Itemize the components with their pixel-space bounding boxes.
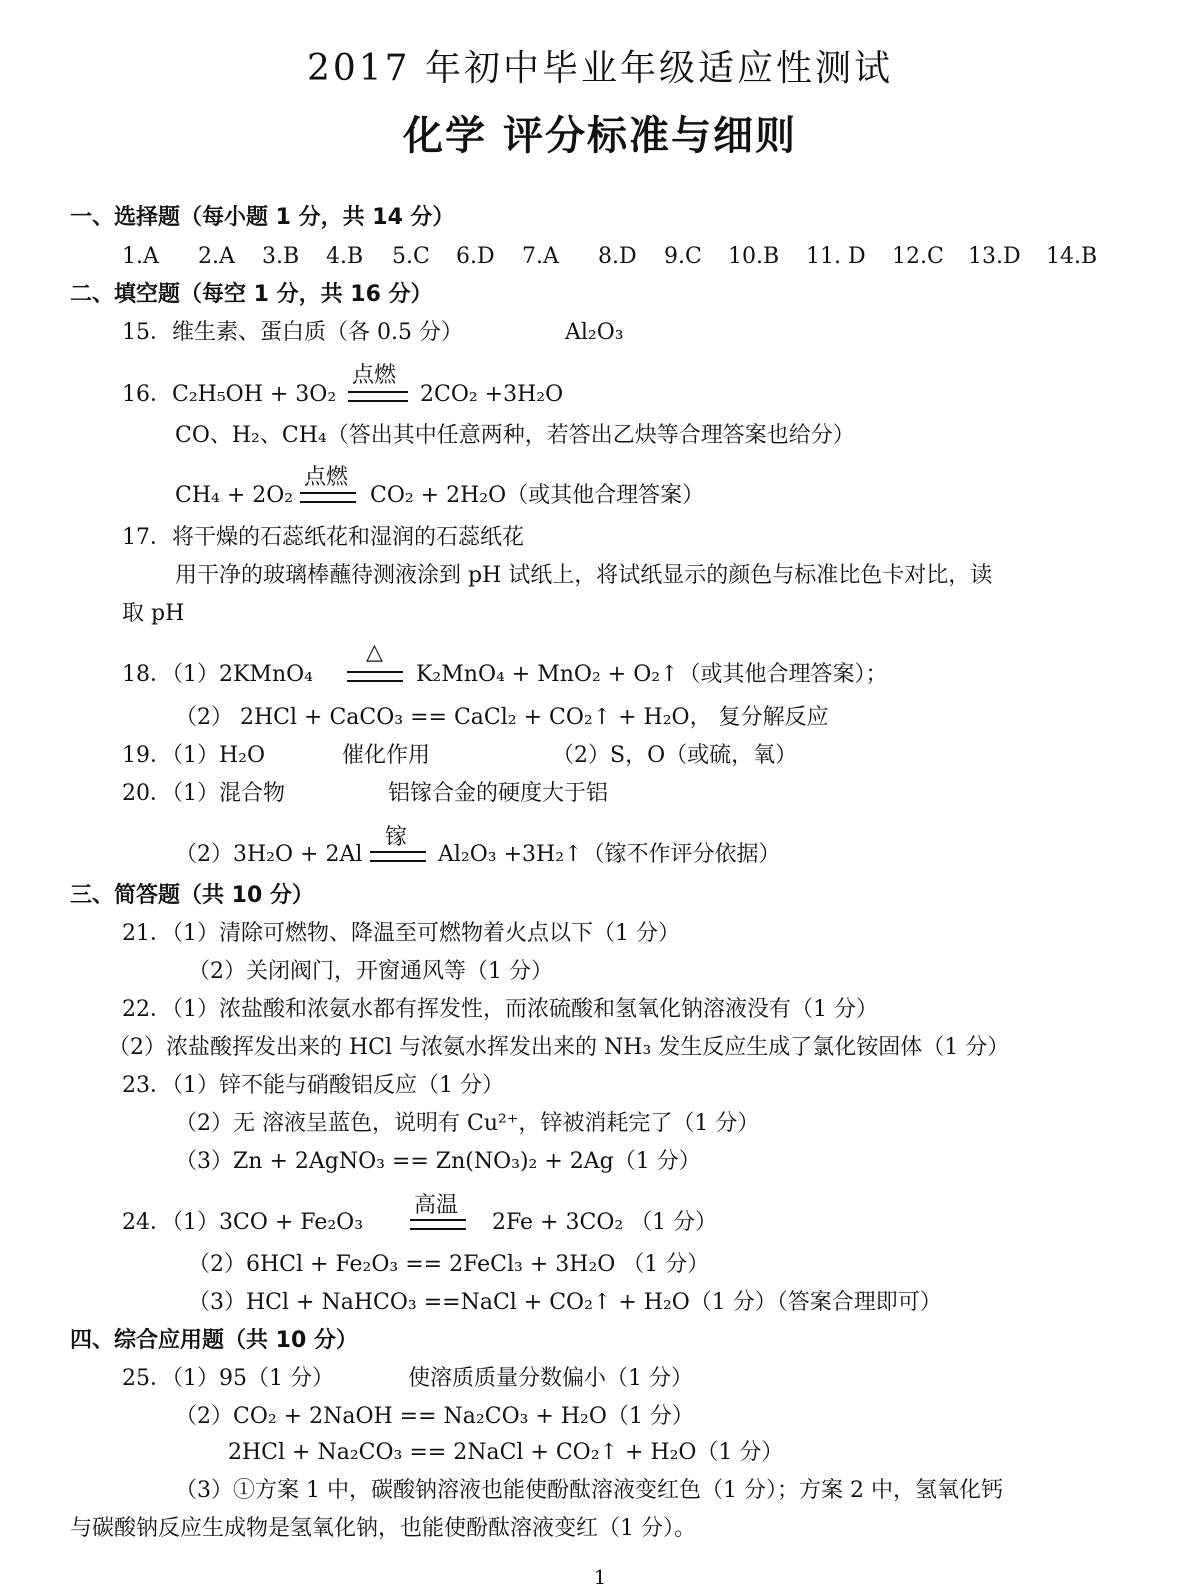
- q24-part2: （2）6HCl + Fe₂O₃ == 2FeCl₃ + 3H₂O （1 分）: [188, 1252, 710, 1277]
- answer-item: 10.B: [728, 244, 780, 269]
- q24-condition: 高温: [414, 1193, 459, 1218]
- q20-equals-arrow: [370, 851, 426, 862]
- q18-equation-left: 18．（1）2KMnO₄: [122, 662, 313, 687]
- section-heading-3: 三、简答题（共 10 分）: [70, 883, 314, 908]
- answer-item: 8.D: [598, 244, 637, 269]
- q21-part2: （2）关闭阀门，开窗通风等（1 分）: [188, 959, 553, 984]
- q23-part2: （2）无 溶液呈蓝色，说明有 Cu²⁺，锌被消耗完了（1 分）: [175, 1111, 760, 1136]
- q25-part2-equation: 2HCl + Na₂CO₃ == 2NaCl + CO₂↑ + H₂O（1 分）: [228, 1440, 784, 1465]
- q20-part1-answer: 铝镓合金的硬度大于铝: [388, 781, 609, 806]
- page-number: 1: [593, 1565, 607, 1589]
- q18-equation-right: K₂MnO₄ + MnO₂ + O₂↑（或其他合理答案）；: [416, 662, 888, 687]
- q23-part1: 23．（1）锌不能与硝酸铝反应（1 分）: [122, 1073, 504, 1098]
- answer-item: 14.B: [1046, 244, 1098, 269]
- answer-item: 11. D: [806, 244, 866, 269]
- q16-condition: 点燃: [352, 363, 397, 388]
- q19-part1: 19．（1）H₂O: [122, 743, 266, 768]
- q25-part1: 25．（1）95（1 分）: [122, 1366, 334, 1391]
- q24-equation-left: 24．（1）3CO + Fe₂O₃: [122, 1210, 364, 1235]
- q15-text: 15．维生素、蛋白质（各 0.5 分）: [122, 320, 463, 345]
- answer-item: 9.C: [664, 244, 702, 269]
- section-heading-1: 一、选择题（每小题 1 分，共 14 分）: [70, 205, 455, 230]
- answer-item: 3.B: [262, 244, 300, 269]
- q24-equation-right: 2Fe + 3CO₂ （1 分）: [492, 1210, 718, 1235]
- answer-item: 2.A: [198, 244, 235, 269]
- q20-part1: 20．（1）混合物: [122, 781, 285, 806]
- q18-equals-arrow: [347, 671, 403, 682]
- q16c-equals-arrow: [300, 492, 356, 503]
- q15-formula: Al₂O₃: [565, 320, 624, 345]
- q17-line2: 用干净的玻璃棒蘸待测液涂到 pH 试纸上，将试纸显示的颜色与标准比色卡对比，读: [175, 563, 993, 588]
- q20-equation-right: Al₂O₃ +3H₂↑（镓不作评分依据）: [438, 842, 781, 867]
- q19-part2: （2）S，O（或硫，氧）: [552, 743, 798, 768]
- q20-condition: 镓: [385, 825, 408, 850]
- q19-part1-answer: 催化作用: [342, 743, 431, 768]
- q22-part2: （2）浓盐酸挥发出来的 HCl 与浓氨水挥发出来的 NH₃ 发生反应生成了氯化铵固体（1 分）: [108, 1035, 1010, 1060]
- q25-part1-answer: 使溶质质量分数偏小（1 分）: [408, 1366, 693, 1391]
- answer-item: 6.D: [456, 244, 495, 269]
- q16-equation-right: 2CO₂ +3H₂O: [420, 382, 564, 407]
- q25-part3-line1: （3）①方案 1 中，碳酸钠溶液也能使酚酞溶液变红色（1 分）；方案 2 中，氢氧化钙: [175, 1478, 1003, 1503]
- page-subtitle: 化学 评分标准与细则: [403, 113, 797, 159]
- section-heading-4: 四、综合应用题（共 10 分）: [70, 1328, 358, 1353]
- q25-part3-line2: 与碳酸钠反应生成物是氢氧化钠，也能使酚酞溶液变红（1 分）。: [70, 1516, 696, 1541]
- q23-part3: （3）Zn + 2AgNO₃ == Zn(NO₃)₂ + 2Ag（1 分）: [175, 1149, 701, 1174]
- q20-equation-left: （2）3H₂O + 2Al: [175, 842, 363, 867]
- q24-equals-arrow: [410, 1219, 466, 1230]
- answer-item: 5.C: [392, 244, 430, 269]
- q16-gases: CO、H₂、CH₄（答出其中任意两种，若答出乙炔等合理答案也给分）: [175, 423, 855, 448]
- answer-item: 13.D: [968, 244, 1021, 269]
- section-heading-2: 二、填空题（每空 1 分，共 16 分）: [70, 282, 433, 307]
- page-title: 2017 年初中毕业年级适应性测试: [306, 48, 894, 89]
- q16c-equation-right: CO₂ + 2H₂O（或其他合理答案）: [370, 483, 705, 508]
- answer-item: 1.A: [122, 244, 159, 269]
- q18-condition: △: [366, 640, 383, 665]
- answer-item: 4.B: [326, 244, 364, 269]
- q24-part3: （3）HCl + NaHCO₃ ==NaCl + CO₂↑ + H₂O（1 分）（答案合理即可）: [188, 1290, 942, 1315]
- q22-part1: 22．（1）浓盐酸和浓氨水都有挥发性，而浓硫酸和氢氧化钠溶液没有（1 分）: [122, 997, 878, 1022]
- q25-part2: （2）CO₂ + 2NaOH == Na₂CO₃ + H₂O（1 分）: [175, 1404, 694, 1429]
- q17-line1: 17．将干燥的石蕊纸花和湿润的石蕊纸花: [122, 525, 524, 550]
- answer-item: 7.A: [522, 244, 559, 269]
- q16-equation-left: 16．C₂H₅OH + 3O₂: [122, 382, 337, 407]
- answer-item: 12.C: [892, 244, 944, 269]
- q16-equals-arrow: [348, 391, 408, 402]
- q16c-equation-left: CH₄ + 2O₂: [175, 483, 294, 508]
- q18-part2: （2） 2HCl + CaCO₃ == CaCl₂ + CO₂↑ + H₂O， 复分解反应: [175, 705, 829, 730]
- q17-line3: 取 pH: [122, 601, 185, 626]
- q21-part1: 21．（1）清除可燃物、降温至可燃物着火点以下（1 分）: [122, 921, 680, 946]
- q16c-condition: 点燃: [304, 465, 349, 490]
